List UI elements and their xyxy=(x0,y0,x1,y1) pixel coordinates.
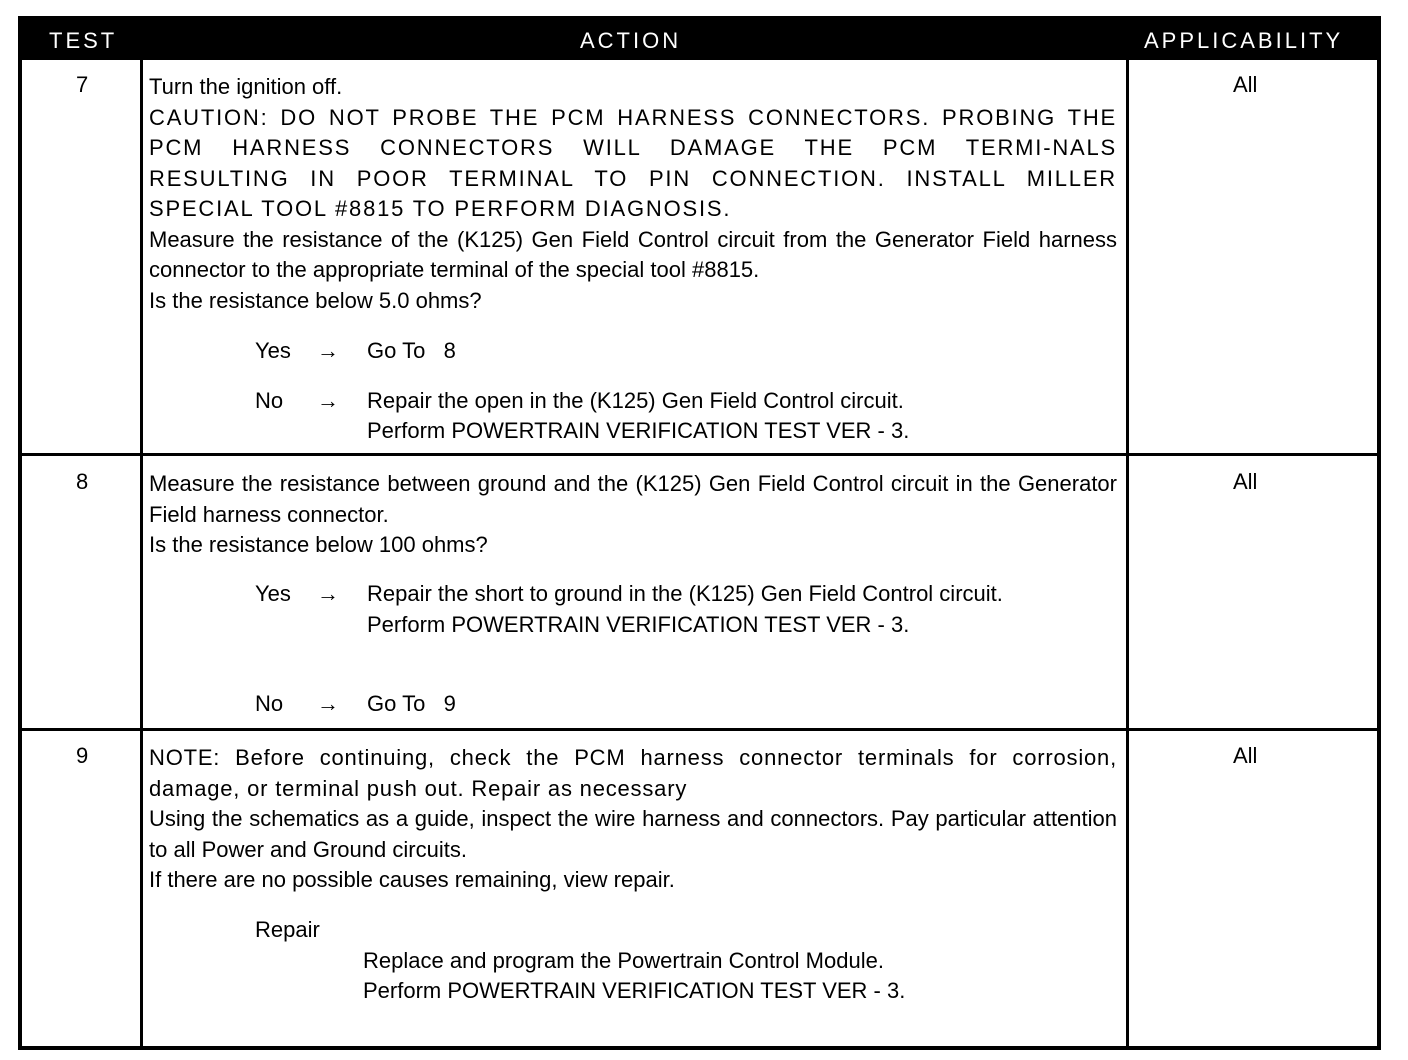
applicability-value: All xyxy=(1233,469,1258,494)
note-text: NOTE: Before continuing, check the PCM harness connector terminals for corrosion, damage, or terminal push out. Repair as necessary xyxy=(149,745,1117,801)
no-label: No xyxy=(255,387,284,413)
result-line: Perform POWERTRAIN VERIFICATION TEST VER - 3. xyxy=(367,611,910,637)
no-result xyxy=(367,386,1117,447)
header-test: TEST xyxy=(49,28,118,53)
action-line: If there are no possible causes remaining, view repair. xyxy=(149,867,675,892)
diagnostic-table xyxy=(18,16,1381,1050)
repair-block xyxy=(149,915,1117,1007)
yes-label: Yes xyxy=(255,338,291,363)
action-line: Using the schematics as a guide, inspect the wire harness and connectors. Pay particular attention to all Power and Ground circuits. xyxy=(149,806,1117,862)
repair-label: Repair xyxy=(255,917,320,942)
row-divider xyxy=(22,453,1377,456)
yes-result: Go To 8 xyxy=(367,338,456,363)
result-line: Repair the short to ground in the (K125) Gen Field Control circuit. xyxy=(367,581,1003,606)
question-line: Is the resistance below 5.0 ohms? xyxy=(149,287,482,313)
header-applicability: APPLICABILITY xyxy=(1144,28,1344,53)
applicability-value: All xyxy=(1233,743,1258,768)
no-outcome xyxy=(149,386,1117,447)
action-text xyxy=(149,72,1117,316)
test-number: 9 xyxy=(76,743,89,768)
question-line: Is the resistance below 100 ohms? xyxy=(149,532,488,557)
arrow-icon: → xyxy=(317,691,339,716)
repair-step: Perform POWERTRAIN VERIFICATION TEST VER - 3. xyxy=(363,978,906,1003)
column-divider-applicability xyxy=(1126,60,1129,1046)
test-number: 7 xyxy=(76,72,89,97)
no-outcome xyxy=(149,689,1117,720)
action-line: Turn the ignition off. xyxy=(149,74,343,99)
result-line: Repair the open in the (K125) Gen Field Control circuit. xyxy=(367,387,904,413)
action-text xyxy=(149,743,1117,896)
yes-outcome xyxy=(149,579,1117,670)
test-number: 8 xyxy=(76,469,89,494)
action-text xyxy=(149,469,1117,561)
no-result: Go To 9 xyxy=(367,691,456,716)
no-label: No xyxy=(255,691,284,716)
result-line: Perform POWERTRAIN VERIFICATION TEST VER - 3. xyxy=(367,418,910,443)
yes-outcome xyxy=(149,336,1117,367)
row-divider xyxy=(22,728,1377,731)
table-header xyxy=(22,20,1377,60)
yes-label: Yes xyxy=(255,581,291,606)
arrow-icon: → xyxy=(317,387,339,413)
outcome-block xyxy=(149,336,1117,447)
arrow-icon: → xyxy=(317,581,339,606)
yes-result xyxy=(367,579,1117,640)
applicability-value: All xyxy=(1233,72,1258,97)
action-line: Measure the resistance of the (K125) Gen Field Control circuit from the Generator Field harness connector to the appropriate terminal of the special tool #8815. xyxy=(149,226,1117,282)
outcome-block xyxy=(149,579,1117,720)
header-action: ACTION xyxy=(580,28,682,53)
column-divider-test xyxy=(140,60,143,1046)
arrow-icon: → xyxy=(317,338,339,363)
caution-text: CAUTION: DO NOT PROBE THE PCM HARNESS CONNECTORS. PROBING THE PCM HARNESS CONNECTORS WILL DAMAGE THE PCM TERMI-NALS RESULTING IN POOR TERMINAL TO PIN CONNECTION. INSTALL MILLER SPECIAL TOOL #8815 TO PERFORM DIAGNOSIS. xyxy=(149,104,1117,221)
action-line: Measure the resistance between ground and the (K125) Gen Field Control circuit in the Generator Field harness connector. xyxy=(149,471,1117,527)
repair-step: Replace and program the Powertrain Control Module. xyxy=(363,947,884,973)
